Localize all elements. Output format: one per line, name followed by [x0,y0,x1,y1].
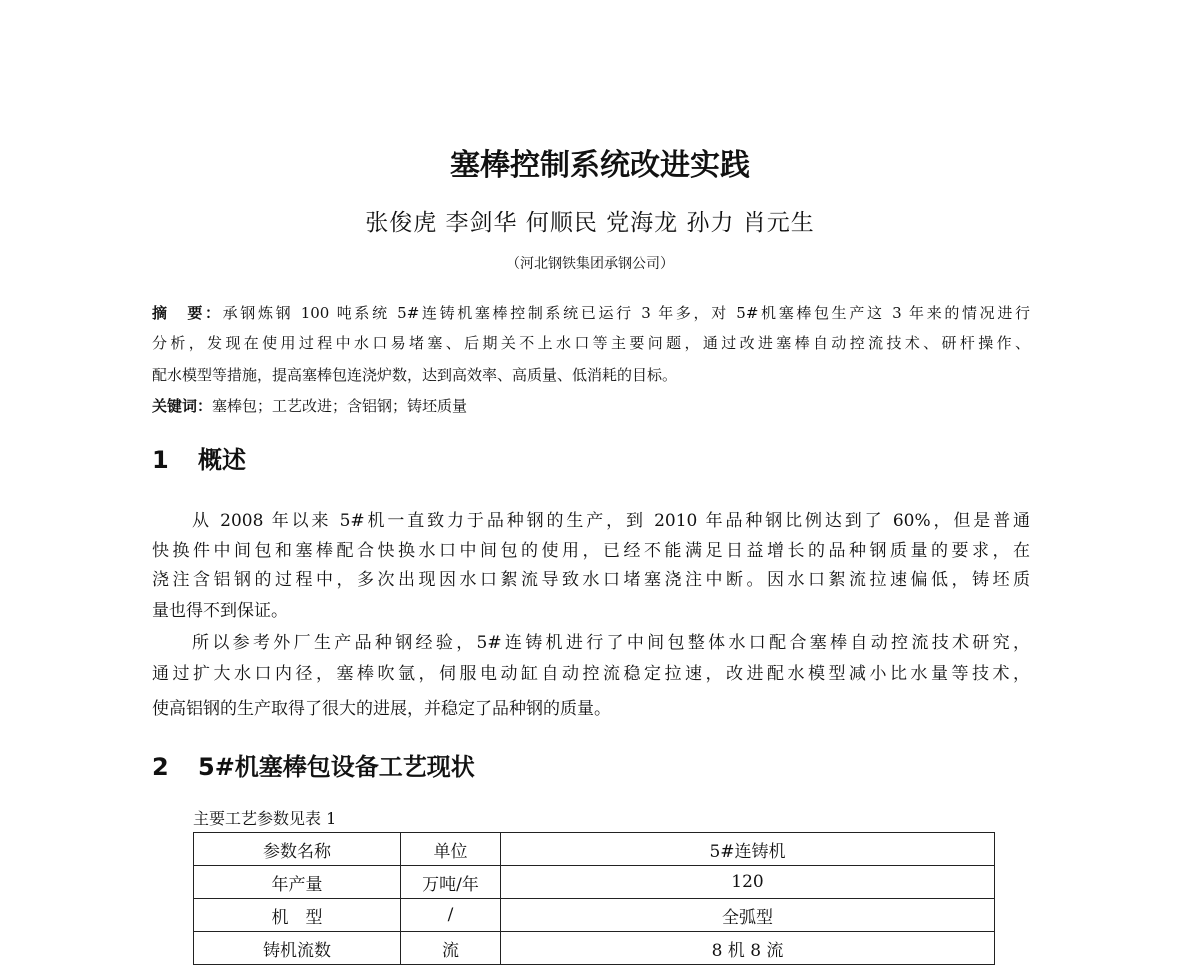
paragraph-line: 从 2008 年以来 5#机一直致力于品种钢的生产，到 2010 年品种钢比例达到了 60%，但是普通 [192,511,1030,531]
table-cell: 机 型 [194,899,401,932]
table-cell: 铸机流数 [194,932,401,965]
abstract-line: 分析，发现在使用过程中水口易堵塞、后期关不上水口等主要问题，通过改进塞棒自动控流技术、研杆操作、 [152,334,1030,352]
table-row [194,932,995,965]
table-cell: 全弧型 [501,899,995,932]
paragraph-line: 所以参考外厂生产品种钢经验，5#连铸机进行了中间包整体水口配合塞棒自动控流技术研究， [192,633,1030,653]
affiliation: （河北钢铁集团承钢公司） [506,256,674,272]
table-cell: 年产量 [194,866,401,899]
table-header-row [194,833,995,866]
paper-title: 塞棒控制系统改进实践 [450,148,750,183]
keywords-line [152,395,1030,416]
keywords-label: 关键词： [152,397,213,415]
header-cell: 参数名称 [194,833,401,866]
table-cell: 万吨/年 [401,866,501,899]
authors: 张俊虎 李剑华 何顺民 党海龙 孙力 肖元生 [365,210,815,236]
abstract-line: 摘 要：承钢炼钢 100 吨系统 5#连铸机塞棒控制系统已运行 3 年多，对 5#机塞棒包生产这 3 年来的情况进行 [152,304,1030,322]
parameter-table [193,832,995,965]
table-cell: 流 [401,932,501,965]
table-cell: 8 机 8 流 [501,932,995,965]
table-caption: 主要工艺参数见表 1 [193,809,337,828]
table-row [194,866,995,899]
paragraph-line: 快换件中间包和塞棒配合快换水口中间包的使用，已经不能满足日益增长的品种钢质量的要求，在 [152,541,1030,561]
paragraph-line: 浇注含铝钢的过程中，多次出现因水口絮流导致水口堵塞浇注中断。因水口絮流拉速偏低，铸坯质 [152,570,1030,590]
table-cell: / [401,899,501,932]
section-heading-1: 1 概述 [152,446,246,474]
abstract-line: 配水模型等措施，提高塞棒包连浇炉数，达到高效率、高质量、低消耗的目标。 [152,366,678,384]
table-cell: 120 [501,866,995,899]
paragraph-line: 使高铝钢的生产取得了很大的进展，并稳定了品种钢的质量。 [152,699,611,719]
paragraph-line: 通过扩大水口内径，塞棒吹氩，伺服电动缸自动控流稳定拉速，改进配水模型减小比水量等技术， [152,664,1030,684]
section-heading-2: 2 5#机塞棒包设备工艺现状 [152,753,475,781]
header-cell: 5#连铸机 [501,833,995,866]
abstract-label: 摘 要： [152,304,223,322]
header-cell: 单位 [401,833,501,866]
paragraph-line: 量也得不到保证。 [152,601,288,621]
table-row [194,899,995,932]
keywords-text: 塞棒包；工艺改进；含铝钢；铸坯质量 [212,397,468,415]
